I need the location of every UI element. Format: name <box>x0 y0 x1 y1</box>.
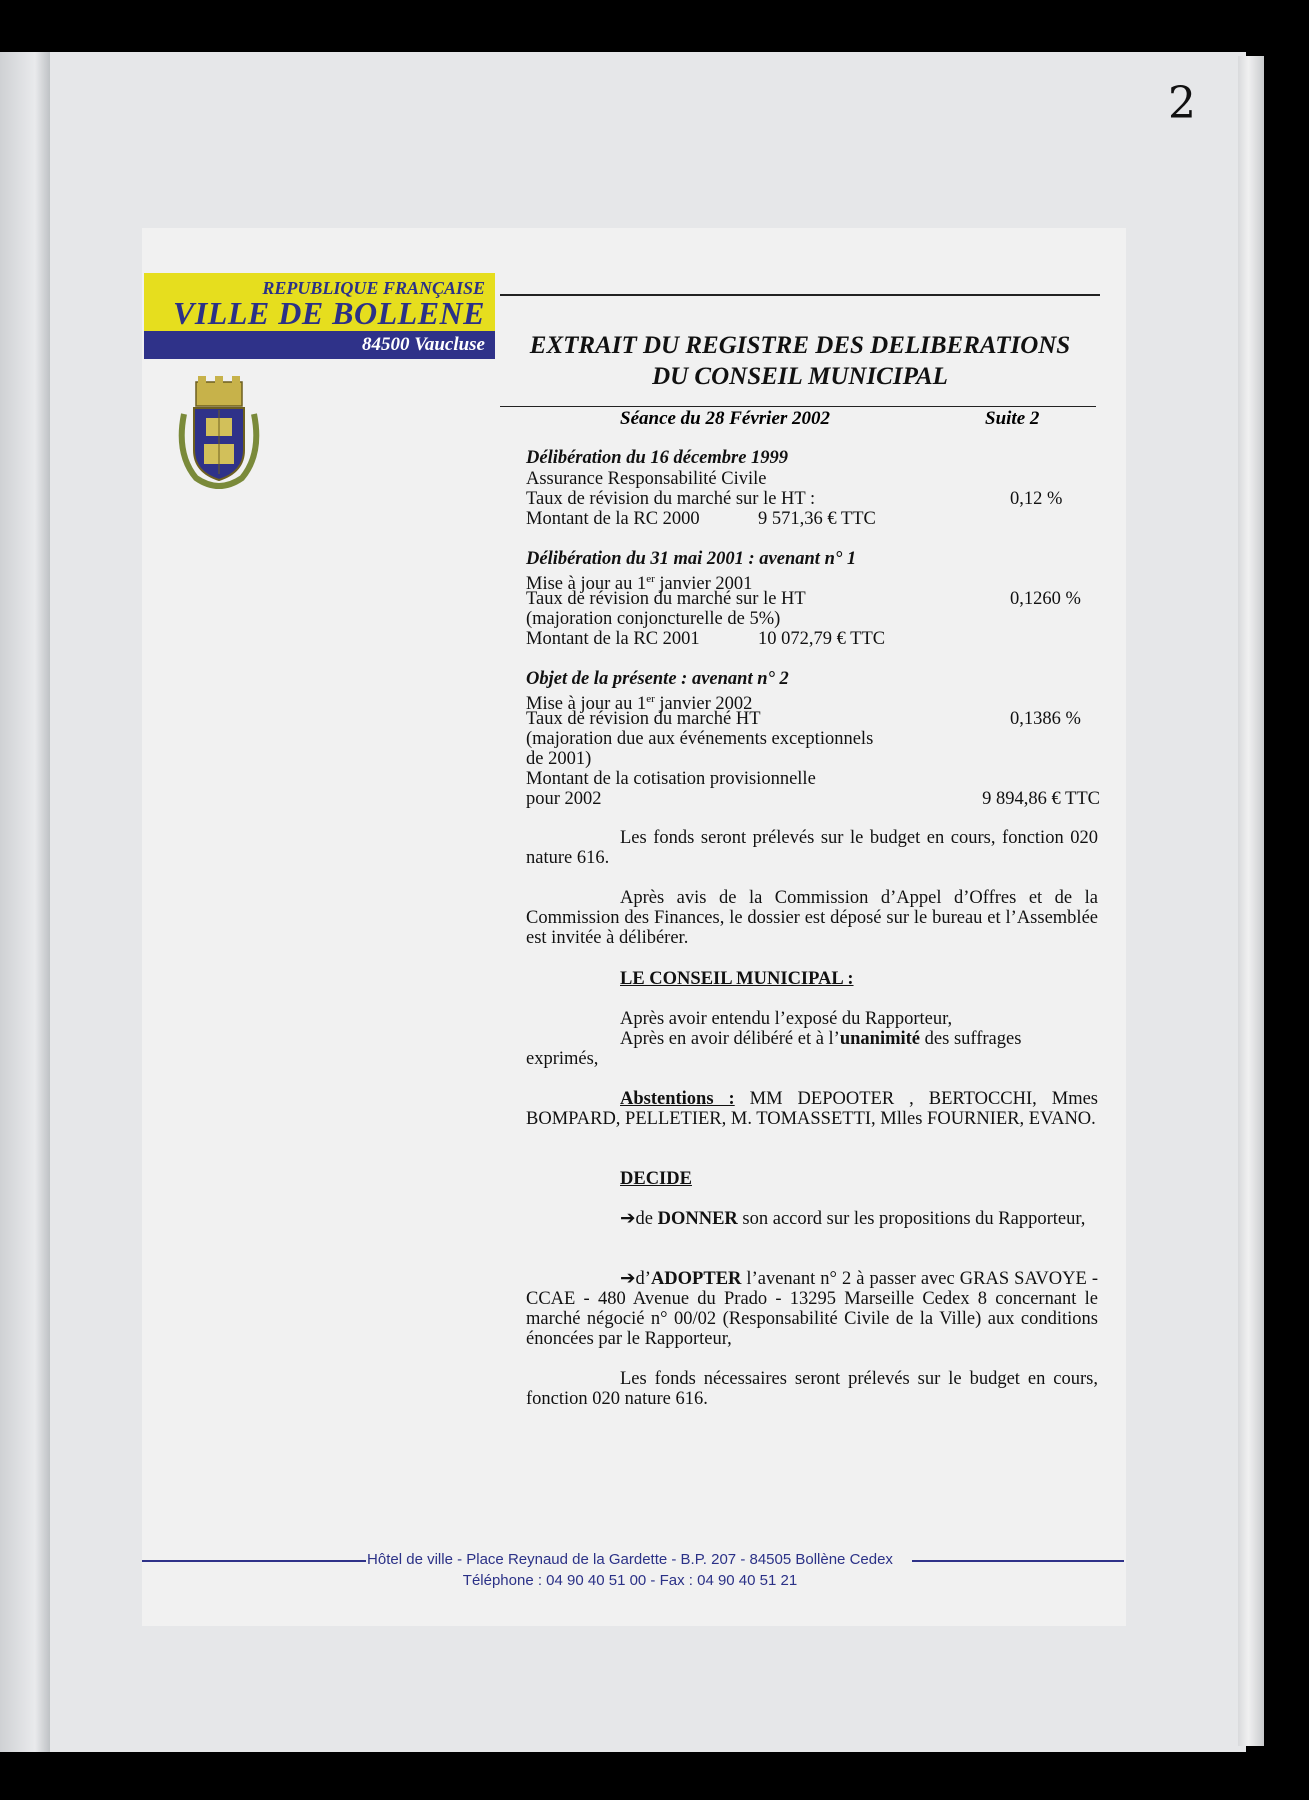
block2-line1-pre: Mise à jour au 1 <box>526 574 647 595</box>
letterhead-department: 84500 Vaucluse <box>362 334 485 355</box>
conseil-line-2-pre: Après en avoir délibéré et à l’ <box>620 1029 840 1049</box>
decision-2 <box>526 1269 1098 1349</box>
final-paragraph-text: Les fonds nécessaires seront prélevés sur le budget en cours, fonction 020 nature 616. <box>526 1369 1098 1409</box>
arrow-right-icon: ➔ <box>620 1268 636 1289</box>
block3-line2: Taux de révision du marché HT <box>526 709 761 729</box>
block3-rate: 0,1386 % <box>1010 709 1081 729</box>
decision-1-pre: de <box>635 1209 658 1229</box>
letterhead-town: VILLE DE BOLLENE <box>172 295 485 331</box>
block3-heading: Objet de la présente : avenant n° 2 <box>526 669 789 689</box>
coat-of-arms-icon <box>176 374 262 490</box>
block3-line1-post: janvier 2002 <box>654 694 753 715</box>
letterhead-republic: REPUBLIQUE FRANÇAISE <box>262 278 485 298</box>
title-line-1: EXTRAIT DU REGISTRE DES DELIBERATIONS <box>529 332 1071 359</box>
binder-edge <box>0 52 50 1752</box>
session-suite: Suite 2 <box>985 408 1040 429</box>
funds-paragraph-text: Les fonds seront prélevés sur le budget en cours, fonction 020 nature 616. <box>526 828 1098 868</box>
page-number: 2 <box>1168 78 1196 129</box>
block1-line1: Assurance Responsabilité Civile <box>526 469 767 489</box>
block3-line4: de 2001) <box>526 749 592 769</box>
block3-line6: pour 2002 <box>526 789 602 809</box>
block1-heading: Délibération du 16 décembre 1999 <box>526 448 789 468</box>
decision-2-pre: d’ <box>635 1269 651 1289</box>
block3-amount: 9 894,86 € TTC <box>982 789 1100 809</box>
footer-phone: Téléphone : 04 90 40 51 00 - Fax : 04 90 40 51 21 <box>462 1572 798 1589</box>
conseil-unanimite: unanimité <box>839 1029 921 1049</box>
decision-2-verb: ADOPTER <box>650 1269 742 1289</box>
block3-line3: (majoration due aux événements exceptionnels <box>526 729 874 749</box>
decision-1-verb: DONNER <box>657 1209 738 1229</box>
decision-1-post: son accord sur les propositions du Rapporteur, <box>737 1209 1086 1229</box>
decision-1 <box>526 1209 1098 1229</box>
block2-rate: 0,1260 % <box>1010 589 1081 609</box>
sheet-edge <box>1238 56 1264 1746</box>
block1-rate: 0,12 % <box>1010 489 1063 509</box>
conseil-line-3: exprimés, <box>526 1049 599 1069</box>
document-title <box>500 330 1100 392</box>
title-top-rule <box>500 294 1100 296</box>
funds-paragraph <box>526 828 1098 868</box>
block2-line3: (majoration conjoncturelle de 5%) <box>526 609 781 629</box>
block2-line1-post: janvier 2001 <box>654 574 753 595</box>
conseil-line-2-post: des suffrages <box>920 1029 1022 1049</box>
block1-line2: Taux de révision du marché sur le HT : <box>526 489 816 509</box>
block3-line5: Montant de la cotisation provisionnelle <box>526 769 816 789</box>
decide-heading: DECIDE <box>620 1169 692 1189</box>
abstentions-paragraph <box>526 1089 1098 1129</box>
block1-line3: Montant de la RC 2000 <box>526 509 700 529</box>
session-date: Séance du 28 Février 2002 <box>620 408 831 429</box>
commission-paragraph <box>526 888 1098 948</box>
block2-line1-sup: er <box>646 573 655 585</box>
final-paragraph <box>526 1369 1098 1409</box>
arrow-right-icon: ➔ <box>620 1208 636 1229</box>
block1-amount: 9 571,36 € TTC <box>758 509 876 529</box>
title-line-2: DU CONSEIL MUNICIPAL <box>652 363 948 390</box>
block3-line1-sup: er <box>646 693 655 705</box>
conseil-heading: LE CONSEIL MUNICIPAL : <box>620 969 854 989</box>
footer-address: Hôtel de ville - Place Reynaud de la Gardette - B.P. 207 - 84505 Bollène Cedex <box>367 1551 893 1568</box>
conseil-line-1: Après avoir entendu l’exposé du Rapporteur, <box>620 1009 953 1029</box>
block3-line1-pre: Mise à jour au 1 <box>526 694 647 715</box>
block2-line4: Montant de la RC 2001 <box>526 629 700 649</box>
block2-line2: Taux de révision du marché sur le HT <box>526 589 806 609</box>
block2-amount: 10 072,79 € TTC <box>758 629 886 649</box>
conseil-line-2 <box>526 1029 1098 1049</box>
title-bottom-rule <box>500 406 1096 407</box>
abstentions-text: MM DEPOOTER , BERTOCCHI, Mmes BOMPARD, PELLETIER, M. TOMASSETTI, Mlles FOURNIER, EVANO. <box>526 1089 1099 1129</box>
decision-2-post: l’avenant n° 2 à passer avec GRAS SAVOYE - CCAE - 480 Avenue du Prado - 13295 Marseille Cedex 8 concernant le marché négocié n° 00/02 (Responsabilité Civile de la Ville) aux conditions énoncées par le Rapporteur, <box>526 1269 1098 1349</box>
block2-heading: Délibération du 31 mai 2001 : avenant n° 1 <box>526 549 857 569</box>
commission-paragraph-text: Après avis de la Commission d’Appel d’Offres et de la Commission des Finances, le dossier est déposé sur le bureau et l’Assemblée est invitée à délibérer. <box>526 888 1098 948</box>
abstentions-label: Abstentions : <box>620 1089 735 1109</box>
